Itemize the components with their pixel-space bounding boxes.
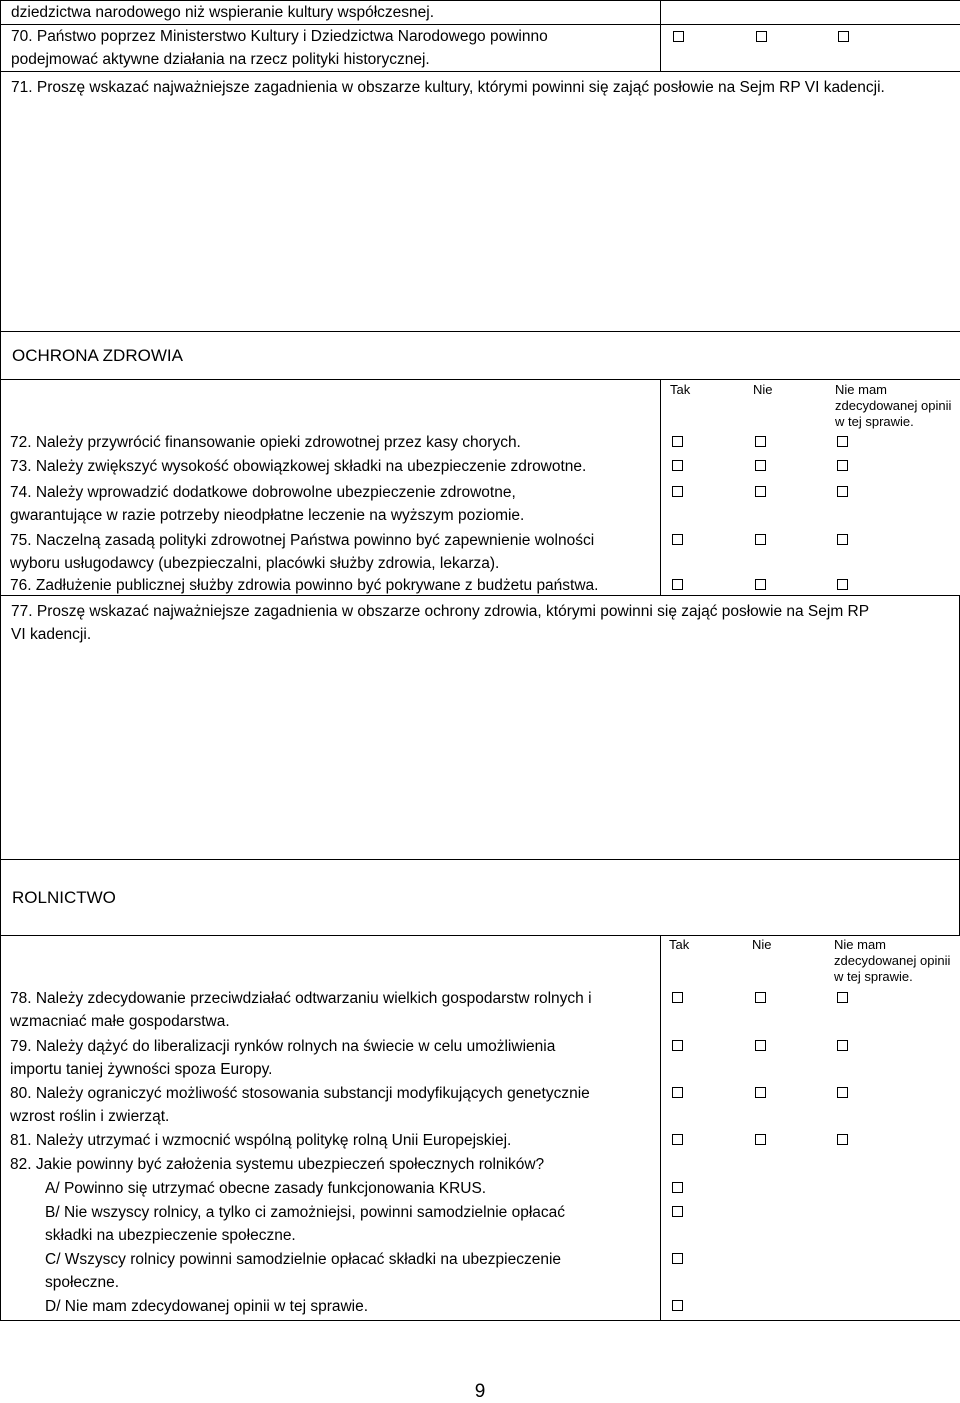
intro-line bbox=[1, 1, 661, 25]
header-no-opinion: zdecydowanej opinii bbox=[834, 953, 950, 969]
checkbox-icon[interactable] bbox=[755, 1134, 766, 1145]
checkbox-icon[interactable] bbox=[672, 1182, 683, 1193]
text-line: dziedzictwa narodowego niż wspieranie kultury współczesnej. bbox=[11, 1, 656, 24]
option-d bbox=[0, 1295, 960, 1319]
text-line: 71. Proszę wskazać najważniejsze zagadnienia w obszarze kultury, którymi powinni się zająć posłowie na Sejm RP VI kadencji. bbox=[11, 76, 956, 99]
section-title-health: OCHRONA ZDROWIA bbox=[1, 332, 960, 380]
checkbox-icon[interactable] bbox=[755, 436, 766, 447]
question-text: 72. Należy przywrócić finansowanie opieki zdrowotnej przez kasy chorych. bbox=[0, 431, 525, 454]
header-tak: Tak bbox=[670, 382, 690, 398]
header-nie: Nie bbox=[753, 382, 773, 398]
text-line: podejmować aktywne działania na rzecz polityki historycznej. bbox=[11, 48, 656, 71]
question-82 bbox=[0, 1153, 960, 1177]
answer-options-70 bbox=[661, 25, 960, 72]
header-tak: Tak bbox=[669, 937, 689, 953]
checkbox-icon[interactable] bbox=[755, 534, 766, 545]
question-text: wzrost roślin i zwierząt. bbox=[0, 1105, 173, 1128]
question-text: 79. Należy dążyć do liberalizacji rynków rolnych na świecie w celu umożliwienia bbox=[0, 1035, 559, 1058]
option-text: społeczne. bbox=[45, 1271, 119, 1294]
section-title-agriculture: ROLNICTWO bbox=[1, 860, 960, 936]
checkbox-icon[interactable] bbox=[755, 1040, 766, 1051]
header-no-opinion: w tej sprawie. bbox=[834, 969, 913, 985]
header-no-opinion: Nie mam bbox=[835, 382, 887, 398]
checkbox-icon[interactable] bbox=[756, 31, 767, 42]
checkbox-icon[interactable] bbox=[837, 534, 848, 545]
page-number: 9 bbox=[0, 1381, 960, 1403]
option-c bbox=[0, 1248, 960, 1294]
checkbox-icon[interactable] bbox=[672, 460, 683, 471]
text-line: VI kadencji. bbox=[11, 623, 955, 646]
checkbox-icon[interactable] bbox=[672, 1206, 683, 1217]
empty-cell bbox=[661, 1, 960, 25]
checkbox-icon[interactable] bbox=[673, 31, 684, 42]
option-text: C/ Wszyscy rolnicy powinni samodzielnie opłacać składki na ubezpieczenie bbox=[45, 1248, 561, 1271]
option-text: B/ Nie wszyscy rolnicy, a tylko ci zamożniejsi, powinni samodzielnie opłacać bbox=[45, 1201, 565, 1224]
question-text: 73. Należy zwiększyć wysokość obowiązkowej składki na ubezpieczenie zdrowotne. bbox=[0, 455, 590, 478]
question-text: 80. Należy ograniczyć możliwość stosowania substancji modyfikujących genetycznie bbox=[0, 1082, 594, 1105]
header-no-opinion: w tej sprawie. bbox=[835, 414, 914, 430]
health-table bbox=[0, 379, 960, 432]
checkbox-icon[interactable] bbox=[755, 486, 766, 497]
question-text: importu taniej żywności spoza Europy. bbox=[0, 1058, 276, 1081]
question-71[interactable] bbox=[1, 72, 960, 332]
answer-header bbox=[661, 380, 960, 432]
checkbox-icon[interactable] bbox=[837, 1134, 848, 1145]
question-text: 82. Jakie powinny być założenia systemu ubezpieczeń społecznych rolników? bbox=[0, 1153, 548, 1176]
header-no-opinion: zdecydowanej opinii bbox=[835, 398, 951, 414]
checkbox-icon[interactable] bbox=[837, 1087, 848, 1098]
checkbox-icon[interactable] bbox=[755, 460, 766, 471]
checkbox-icon[interactable] bbox=[672, 1300, 683, 1311]
question-text: wyboru usługodawcy (ubezpieczalni, placówki służby zdrowia, lekarza). bbox=[0, 552, 503, 575]
checkbox-icon[interactable] bbox=[838, 31, 849, 42]
question-text: gwarantujące w razie potrzeby nieodpłatne leczenie na wyższym poziomie. bbox=[0, 504, 528, 527]
checkbox-icon[interactable] bbox=[837, 436, 848, 447]
checkbox-icon[interactable] bbox=[837, 460, 848, 471]
checkbox-icon[interactable] bbox=[672, 436, 683, 447]
checkbox-icon[interactable] bbox=[672, 579, 683, 590]
checkbox-icon[interactable] bbox=[837, 486, 848, 497]
question-text: 75. Naczelną zasadą polityki zdrowotnej Państwa powinno być zapewnienie wolności bbox=[0, 529, 598, 552]
health-open-table bbox=[0, 595, 960, 936]
option-b bbox=[0, 1201, 960, 1247]
checkbox-icon[interactable] bbox=[672, 486, 683, 497]
checkbox-icon[interactable] bbox=[672, 534, 683, 545]
question-text: 78. Należy zdecydowanie przeciwdziałać odtwarzaniu wielkich gospodarstw rolnych i bbox=[0, 987, 596, 1010]
question-70 bbox=[1, 25, 661, 72]
checkbox-icon[interactable] bbox=[837, 1040, 848, 1051]
checkbox-icon[interactable] bbox=[837, 579, 848, 590]
question-text: 81. Należy utrzymać i wzmocnić wspólną politykę rolną Unii Europejskiej. bbox=[0, 1129, 515, 1152]
question-73 bbox=[0, 455, 960, 479]
option-a bbox=[0, 1177, 960, 1201]
option-text: D/ Nie mam zdecydowanej opinii w tej sprawie. bbox=[45, 1295, 368, 1318]
question-72 bbox=[0, 431, 960, 455]
checkbox-icon[interactable] bbox=[672, 1040, 683, 1051]
question-text: wzmacniać małe gospodarstwa. bbox=[0, 1010, 234, 1033]
text-line: 70. Państwo poprzez Ministerstwo Kultury i Dziedzictwa Narodowego powinno bbox=[11, 25, 656, 48]
question-79 bbox=[0, 1035, 960, 1081]
question-text: 74. Należy wprowadzić dodatkowe dobrowolne ubezpieczenie zdrowotne, bbox=[0, 481, 520, 504]
checkbox-icon[interactable] bbox=[672, 992, 683, 1003]
checkbox-icon[interactable] bbox=[672, 1087, 683, 1098]
question-80 bbox=[0, 1082, 960, 1128]
answer-header bbox=[660, 935, 960, 987]
option-text: składki na ubezpieczenie społeczne. bbox=[45, 1224, 296, 1247]
question-74 bbox=[0, 479, 960, 525]
header-blank bbox=[1, 380, 661, 432]
culture-table bbox=[0, 0, 960, 380]
checkbox-icon[interactable] bbox=[672, 1253, 683, 1264]
option-text: A/ Powinno się utrzymać obecne zasady funkcjonowania KRUS. bbox=[45, 1177, 486, 1200]
question-78 bbox=[0, 987, 960, 1033]
column-divider bbox=[660, 379, 661, 595]
header-no-opinion: Nie mam bbox=[834, 937, 886, 953]
question-text: 76. Zadłużenie publicznej służby zdrowia powinno być pokrywane z budżetu państwa. bbox=[0, 574, 602, 597]
question-77[interactable] bbox=[1, 596, 960, 860]
checkbox-icon[interactable] bbox=[672, 1134, 683, 1145]
question-75 bbox=[0, 527, 960, 573]
checkbox-icon[interactable] bbox=[755, 992, 766, 1003]
checkbox-icon[interactable] bbox=[755, 579, 766, 590]
checkbox-icon[interactable] bbox=[755, 1087, 766, 1098]
checkbox-icon[interactable] bbox=[837, 992, 848, 1003]
question-81 bbox=[0, 1129, 960, 1153]
text-line: 77. Proszę wskazać najważniejsze zagadnienia w obszarze ochrony zdrowia, którymi powinni się zająć posłowie na Sejm RP bbox=[11, 600, 955, 623]
header-nie: Nie bbox=[752, 937, 772, 953]
